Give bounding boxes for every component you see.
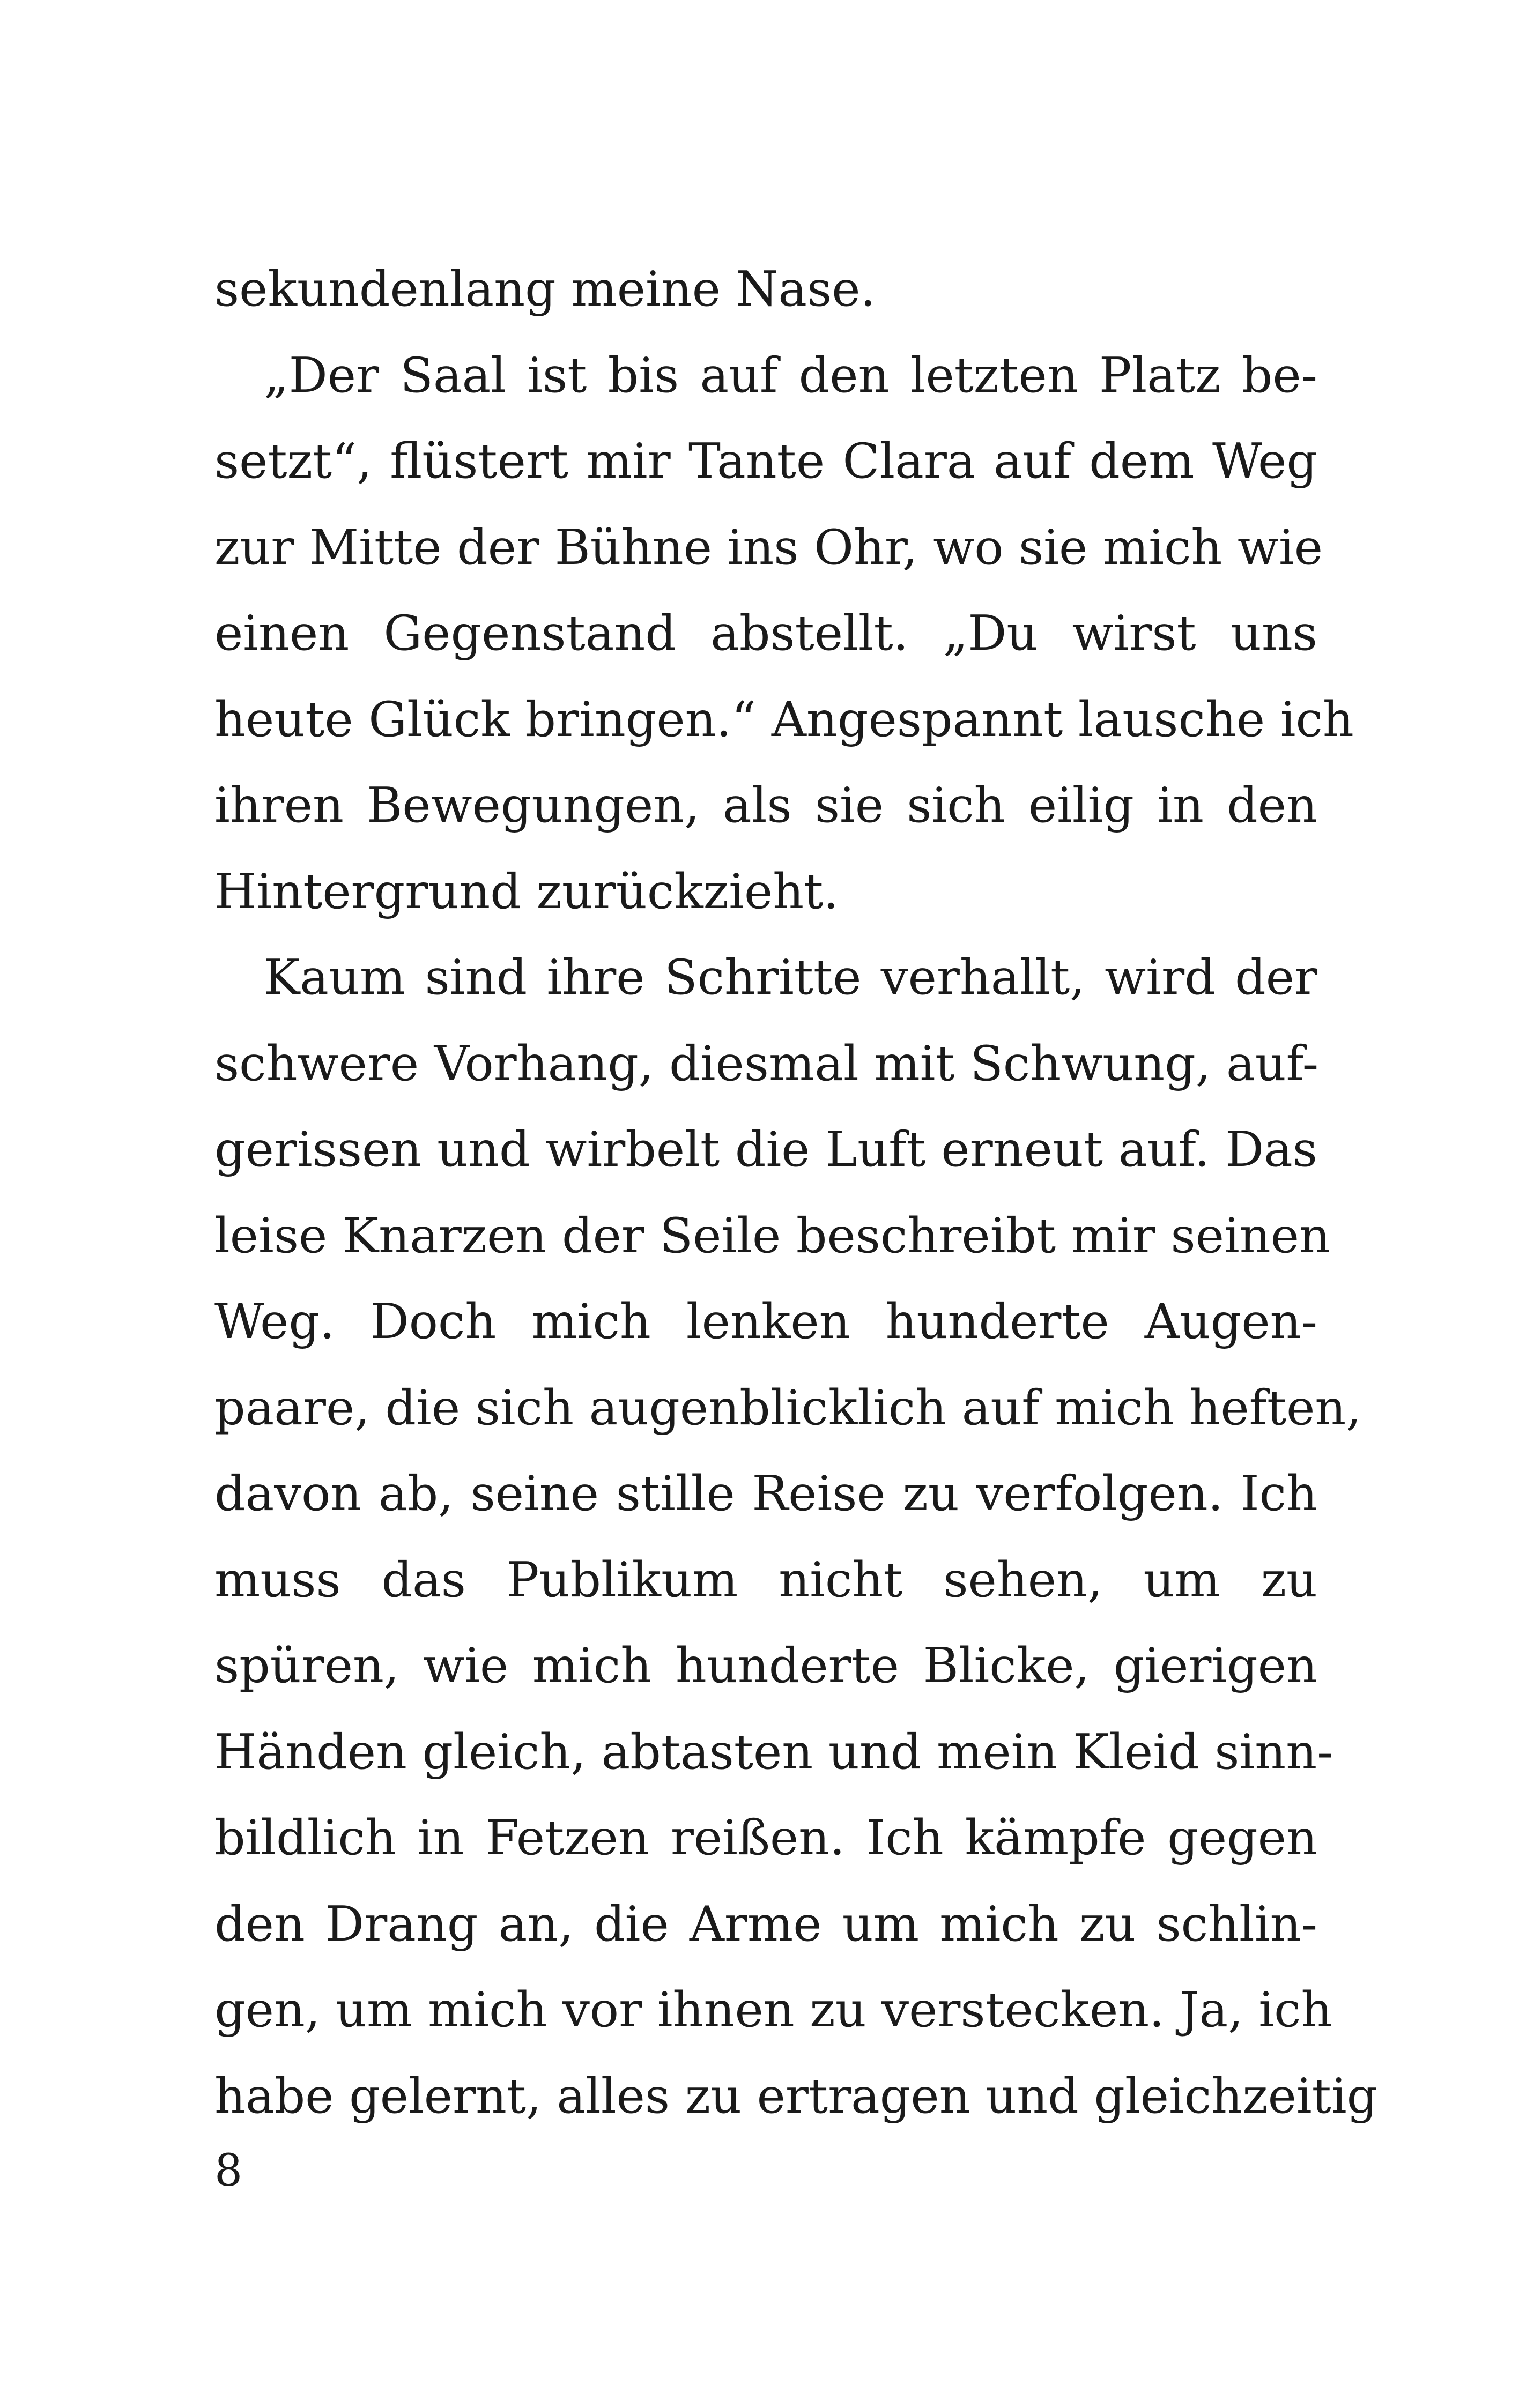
text-line: gen, um mich vor ihnen zu verstecken. Ja, ich [214,1982,1332,2038]
text-line: Kaum sind ihre Schritte verhallt, wird der [264,949,1317,1006]
text-line: muss das Publikum nicht sehen, um zu [214,1551,1317,1608]
text-line: Händen gleich, abtasten und mein Kleid sinn- [214,1723,1333,1780]
text-line: heute Glück bringen.“ Angespannt lausche ich [214,691,1354,748]
text-line: davon ab, seine stille Reise zu verfolgen. Ich [214,1466,1317,1522]
body-text [214,247,1378,2139]
text-line: bildlich in Fetzen reißen. Ich kämpfe gegen [214,1810,1317,1866]
text-line: gerissen und wirbelt die Luft erneut auf. Das [214,1121,1317,1178]
text-line: zur Mitte der Bühne ins Ohr, wo sie mich wie [214,519,1323,576]
text-line: „Der Saal ist bis auf den letzten Platz be- [264,347,1317,404]
text-line: den Drang an, die Arme um mich zu schlin- [214,1896,1317,1952]
text-line: paare, die sich augenblicklich auf mich heften, [214,1379,1361,1436]
text-line: setzt“, flüstert mir Tante Clara auf dem Weg [214,433,1317,489]
text-line: schwere Vorhang, diesmal mit Schwung, auf- [214,1035,1319,1092]
text-line: sekundenlang meine Nase. [214,261,876,317]
text-line: Weg. Doch mich lenken hunderte Augen- [214,1294,1317,1350]
text-line: Hintergrund zurückzieht. [214,863,839,920]
text-line: leise Knarzen der Seile beschreibt mir seinen [214,1207,1330,1264]
text-line: spüren, wie mich hunderte Blicke, gierigen [214,1638,1317,1694]
text-line: ihren Bewegungen, als sie sich eilig in den [214,777,1317,834]
page-number: 8 [214,2145,243,2196]
text-line: habe gelernt, alles zu ertragen und gleichzeitig [214,2068,1378,2124]
text-line: einen Gegenstand abstellt. „Du wirst uns [214,605,1317,662]
